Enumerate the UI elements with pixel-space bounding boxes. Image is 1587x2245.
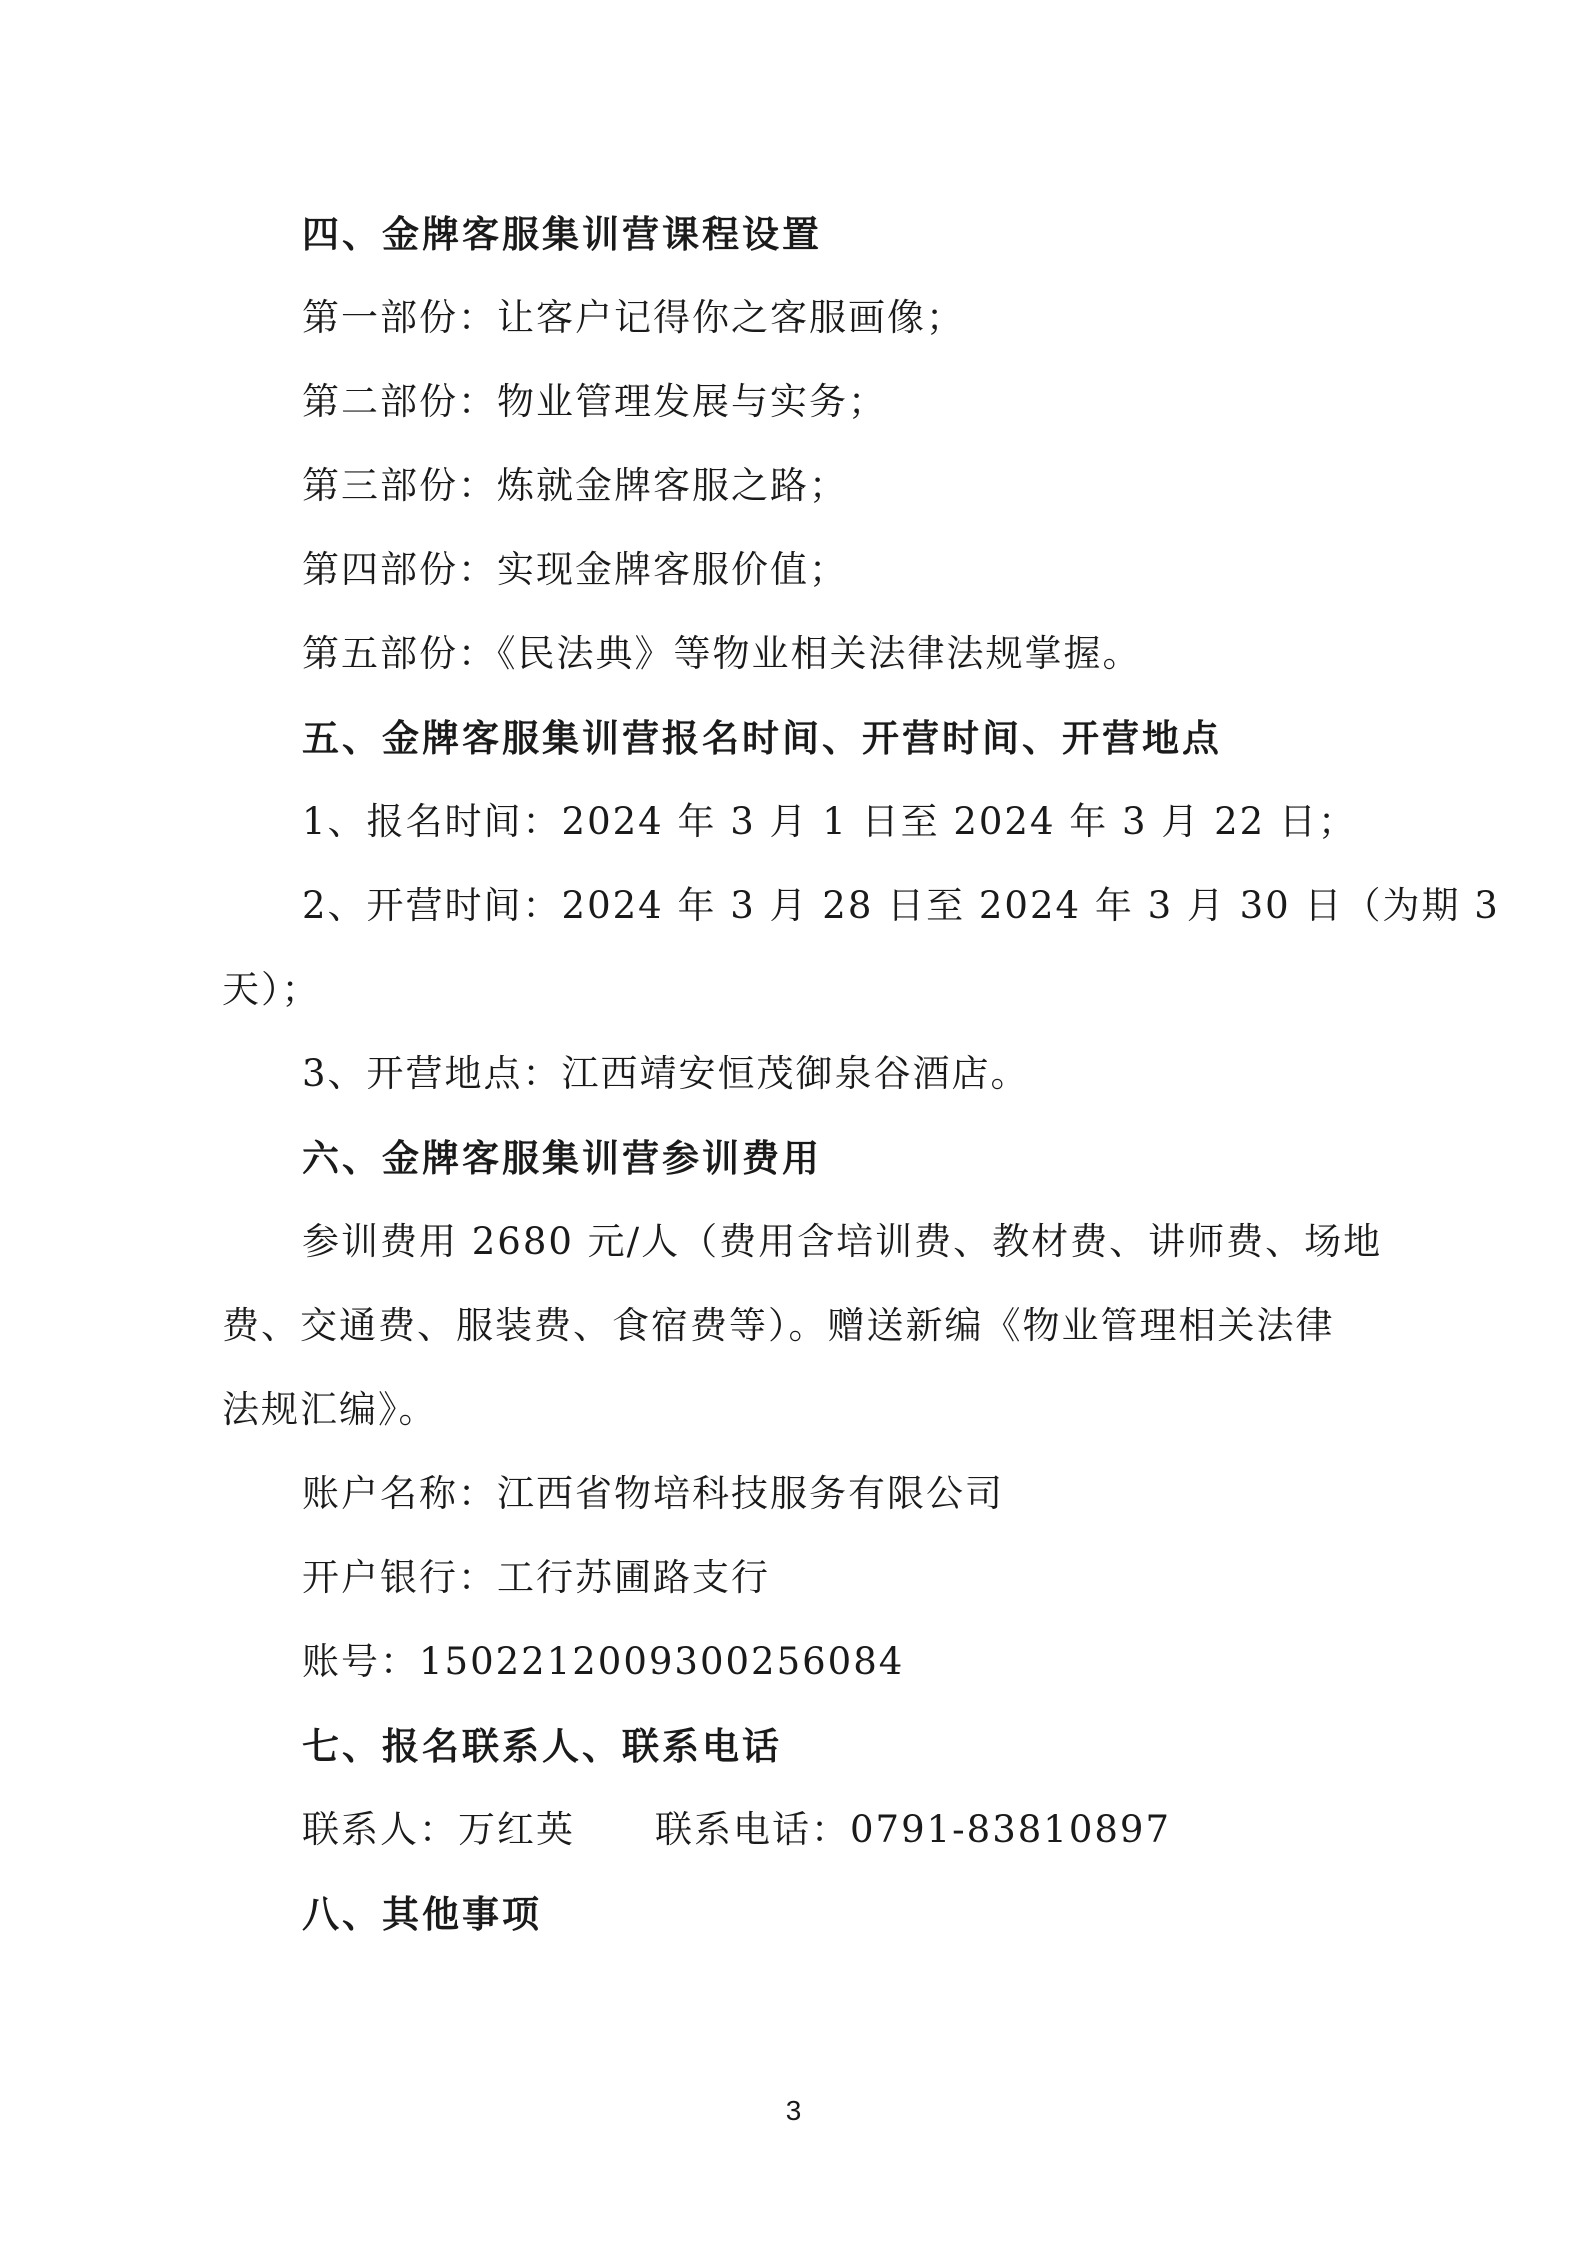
course-part-5: 第五部份：《民法典》等物业相关法律法规掌握。 xyxy=(302,632,1142,675)
account-name: 账户名称：江西省物培科技服务有限公司 xyxy=(302,1472,1004,1515)
opening-time-line2: 天）； xyxy=(222,968,321,1011)
section4-heading: 四、金牌客服集训营课程设置 xyxy=(302,212,822,256)
contact-line xyxy=(302,1806,1452,1854)
page-number: 3 xyxy=(785,2095,802,2126)
fee-line3: 法规汇编》。 xyxy=(222,1388,438,1431)
registration-time: 1、报名时间：2024 年 3 月 1 日至 2024 年 3 月 22 日； xyxy=(302,800,1357,843)
section5-heading: 五、金牌客服集训营报名时间、开营时间、开营地点 xyxy=(302,716,1222,760)
opening-location: 3、开营地点：江西靖安恒茂御泉谷酒店。 xyxy=(302,1052,1030,1095)
account-number: 账号：1502212009300256084 xyxy=(302,1640,905,1683)
fee-line2: 费、交通费、服装费、食宿费等）。赠送新编《物业管理相关法律 xyxy=(222,1304,1335,1347)
course-part-1: 第一部份：让客户记得你之客服画像； xyxy=(302,296,965,339)
course-part-4: 第四部份：实现金牌客服价值； xyxy=(302,548,848,591)
opening-time-line1: 2、开营时间：2024 年 3 月 28 日至 2024 年 3 月 30 日（为期 3 xyxy=(302,884,1500,927)
section7-heading: 七、报名联系人、联系电话 xyxy=(302,1724,782,1768)
section8-heading: 八、其他事项 xyxy=(302,1892,542,1936)
section6-heading: 六、金牌客服集训营参训费用 xyxy=(302,1136,822,1180)
contact-person: 联系人：万红英 xyxy=(302,1808,575,1851)
fee-line1: 参训费用 2680 元/人（费用含培训费、教材费、讲师费、场地 xyxy=(302,1220,1383,1263)
contact-phone: 联系电话：0791-83810897 xyxy=(655,1808,1171,1851)
bank-name: 开户银行：工行苏圃路支行 xyxy=(302,1556,770,1599)
course-part-3: 第三部份：炼就金牌客服之路； xyxy=(302,464,848,507)
course-part-2: 第二部份：物业管理发展与实务； xyxy=(302,380,887,423)
